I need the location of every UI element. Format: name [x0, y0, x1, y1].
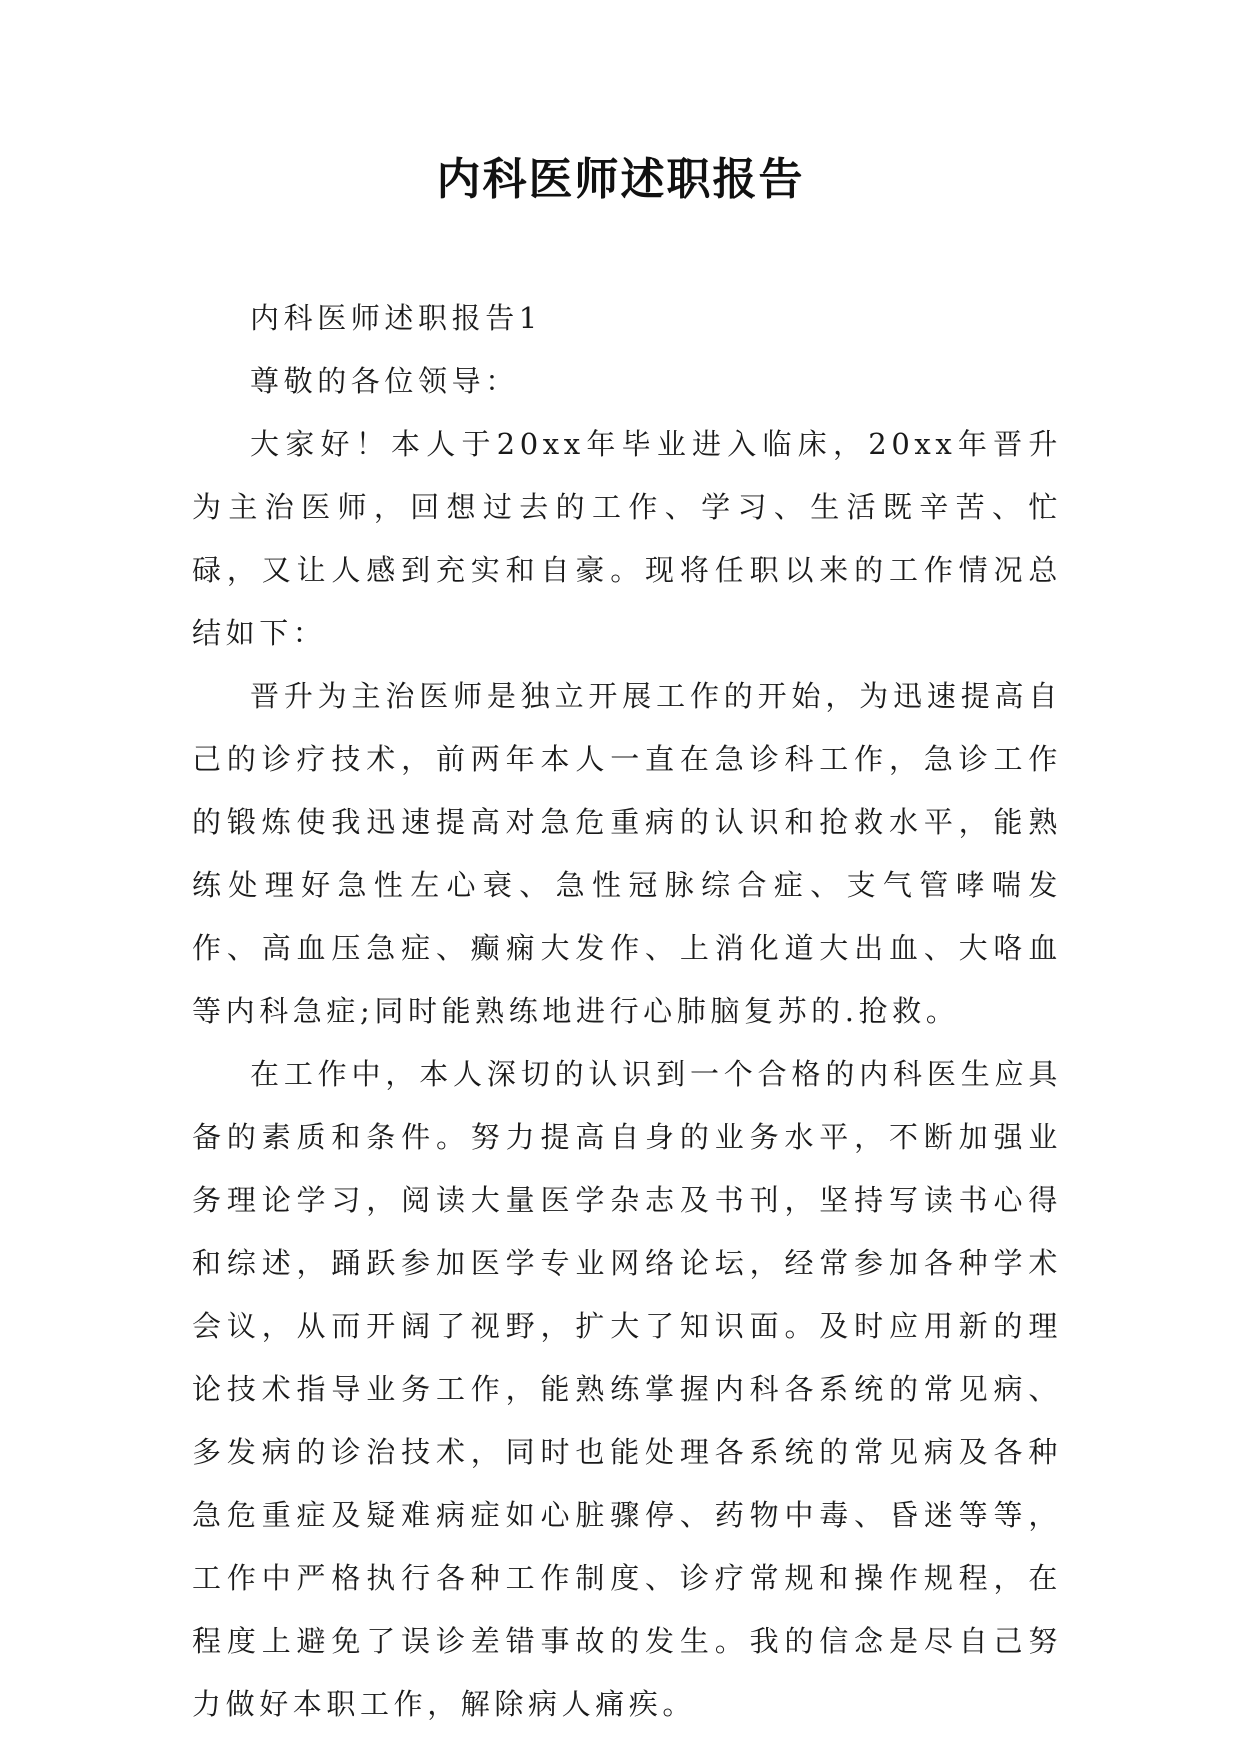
- document-body: [192, 287, 1062, 1736]
- paragraph-emergency-work: 晋升为主治医师是独立开展工作的开始，为迅速提高自己的诊疗技术，前两年本人一直在急诊科工作，急诊工作的锻炼使我迅速提高对急危重病的认识和抢救水平，能熟练处理好急性左心衰、急性冠脉综合症、支气管哮喘发作、高血压急症、癫痫大发作、上消化道大出血、大咯血等内科急症;同时能熟练地进行心肺脑复苏的.抢救。: [192, 679, 1062, 1028]
- paragraph-professional-growth: 在工作中，本人深切的认识到一个合格的内科医生应具备的素质和条件。努力提高自身的业务水平，不断加强业务理论学习，阅读大量医学杂志及书刊，坚持写读书心得和综述，踊跃参加医学专业网络论坛，经常参加各种学术会议，从而开阔了视野，扩大了知识面。及时应用新的理论技术指导业务工作，能熟练掌握内科各系统的常见病、多发病的诊治技术，同时也能处理各系统的常见病及各种急危重症及疑难病症如心脏骤停、药物中毒、昏迷等等，工作中严格执行各种工作制度、诊疗常规和操作规程，在程度上避免了误诊差错事故的发生。我的信念是尽自己努力做好本职工作，解除病人痛疾。: [192, 1057, 1062, 1721]
- salutation: 尊敬的各位领导：: [250, 364, 519, 398]
- paragraph-intro: 大家好！本人于20xx年毕业进入临床，20xx年晋升为主治医师，回想过去的工作、学习、生活既辛苦、忙碌，又让人感到充实和自豪。现将任职以来的工作情况总结如下：: [192, 427, 1062, 650]
- document-title: 内科医师述职报告: [436, 154, 805, 205]
- report-subtitle: 内科医师述职报告1: [250, 301, 542, 335]
